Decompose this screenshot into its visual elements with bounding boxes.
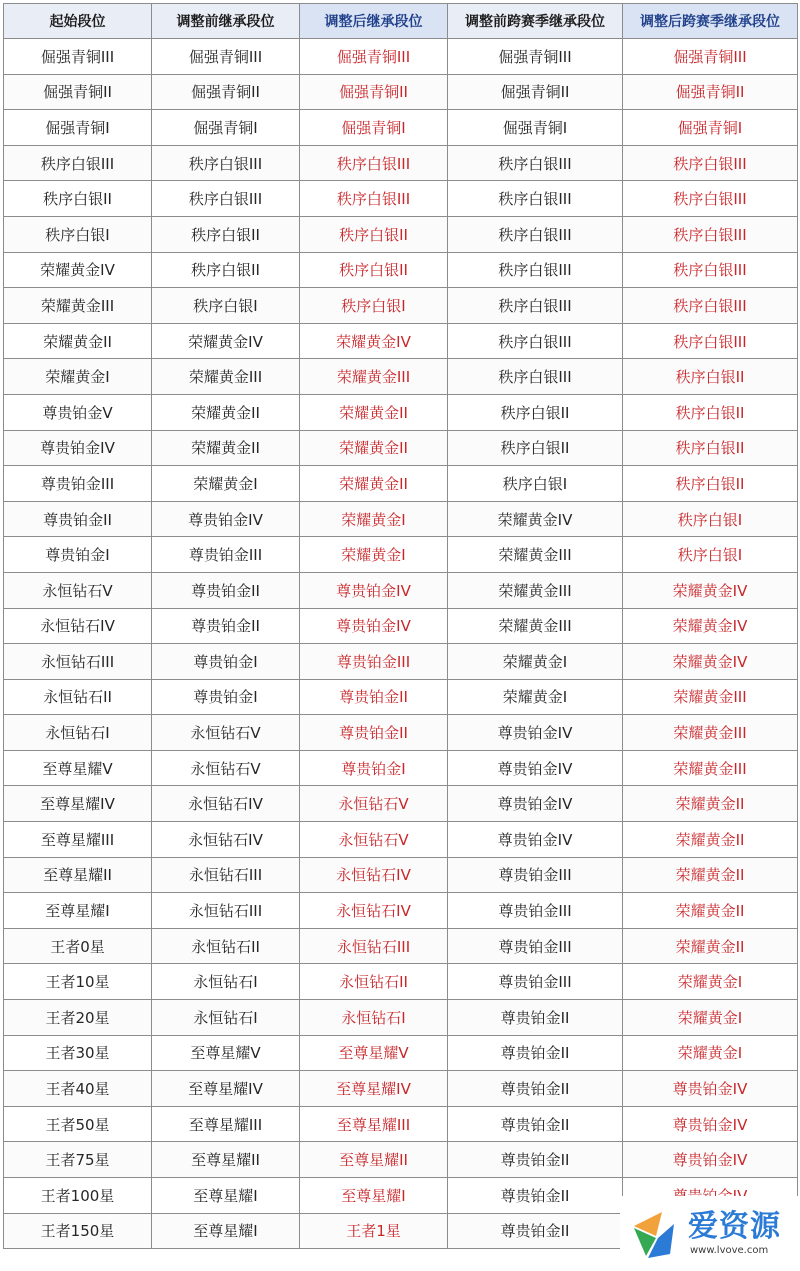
table-cell: 荣耀黄金III — [448, 608, 623, 644]
table-cell: 荣耀黄金II — [623, 893, 798, 929]
table-cell: 秩序白银II — [300, 252, 448, 288]
table-cell: 荣耀黄金III — [623, 679, 798, 715]
table-row — [4, 679, 798, 715]
table-cell: 倔强青铜I — [4, 110, 152, 146]
table-cell: 秩序白银III — [448, 145, 623, 181]
table-cell: 荣耀黄金IV — [623, 572, 798, 608]
table-cell: 荣耀黄金III — [300, 359, 448, 395]
table-cell: 永恒钻石IV — [300, 893, 448, 929]
table-cell: 倔强青铜II — [448, 74, 623, 110]
table-cell: 尊贵铂金II — [448, 1000, 623, 1036]
table-cell: 至尊星耀III — [300, 1106, 448, 1142]
table-row — [4, 572, 798, 608]
table-cell: 秩序白银II — [623, 359, 798, 395]
watermark-text — [688, 1210, 781, 1258]
table-row — [4, 786, 798, 822]
table-cell: 荣耀黄金IV — [300, 323, 448, 359]
table-cell: 秩序白银I — [4, 216, 152, 252]
table-cell: 至尊星耀II — [4, 857, 152, 893]
table-cell: 荣耀黄金IV — [448, 501, 623, 537]
table-cell: 永恒钻石III — [4, 644, 152, 680]
table-cell: 尊贵铂金II — [4, 501, 152, 537]
table-cell: 秩序白银III — [300, 181, 448, 217]
table-cell: 倔强青铜II — [623, 74, 798, 110]
table-cell: 秩序白银I — [300, 288, 448, 324]
table-cell: 至尊星耀V — [300, 1035, 448, 1071]
table-cell: 永恒钻石III — [152, 893, 300, 929]
table-cell: 至尊星耀IV — [152, 1071, 300, 1107]
table-cell: 倔强青铜I — [152, 110, 300, 146]
table-cell: 荣耀黄金II — [300, 430, 448, 466]
table-cell: 秩序白银II — [448, 430, 623, 466]
table-cell: 王者75星 — [4, 1142, 152, 1178]
table-cell: 至尊星耀I — [152, 1213, 300, 1249]
table-cell: 荣耀黄金II — [623, 857, 798, 893]
table-cell: 尊贵铂金II — [448, 1213, 623, 1249]
header-after-cross-season: 调整后跨赛季继承段位 — [623, 4, 798, 39]
table-cell: 倔强青铜I — [300, 110, 448, 146]
table-row — [4, 74, 798, 110]
table-cell: 尊贵铂金IV — [300, 608, 448, 644]
table-cell: 荣耀黄金II — [623, 786, 798, 822]
table-cell: 永恒钻石V — [300, 786, 448, 822]
table-cell: 永恒钻石I — [152, 1000, 300, 1036]
table-cell: 永恒钻石II — [4, 679, 152, 715]
table-cell: 荣耀黄金II — [4, 323, 152, 359]
table-cell: 倔强青铜III — [623, 39, 798, 75]
table-cell: 倔强青铜III — [4, 39, 152, 75]
table-row — [4, 537, 798, 573]
table-cell: 秩序白银III — [448, 252, 623, 288]
table-cell: 荣耀黄金I — [623, 1000, 798, 1036]
table-cell: 尊贵铂金IV — [300, 572, 448, 608]
table-cell: 荣耀黄金III — [623, 750, 798, 786]
table-cell: 尊贵铂金III — [300, 644, 448, 680]
table-cell: 荣耀黄金III — [448, 572, 623, 608]
table-cell: 荣耀黄金III — [623, 715, 798, 751]
table-cell: 至尊星耀V — [152, 1035, 300, 1071]
table-row — [4, 822, 798, 858]
table-cell: 荣耀黄金II — [152, 394, 300, 430]
table-cell: 尊贵铂金I — [300, 750, 448, 786]
table-cell: 尊贵铂金II — [448, 1178, 623, 1214]
table-cell: 尊贵铂金IV — [448, 715, 623, 751]
watermark-name: 爱资源 — [688, 1208, 781, 1244]
table-cell: 秩序白银III — [448, 359, 623, 395]
table-cell: 尊贵铂金III — [448, 893, 623, 929]
table-cell: 尊贵铂金III — [448, 857, 623, 893]
table-cell: 至尊星耀II — [152, 1142, 300, 1178]
table-cell: 秩序白银III — [300, 145, 448, 181]
table-row — [4, 466, 798, 502]
table-row — [4, 216, 798, 252]
table-cell: 秩序白银II — [300, 216, 448, 252]
table-cell: 尊贵铂金IV — [4, 430, 152, 466]
table-cell: 秩序白银III — [152, 145, 300, 181]
table-cell: 永恒钻石V — [300, 822, 448, 858]
table-cell: 荣耀黄金III — [448, 537, 623, 573]
table-cell: 秩序白银I — [152, 288, 300, 324]
table-cell: 秩序白银II — [152, 252, 300, 288]
table-cell: 秩序白银III — [623, 216, 798, 252]
table-row — [4, 323, 798, 359]
table-cell: 秩序白银III — [448, 288, 623, 324]
table-cell: 荣耀黄金I — [623, 964, 798, 1000]
header-before-inherit: 调整前继承段位 — [152, 4, 300, 39]
table-row — [4, 644, 798, 680]
table-cell: 荣耀黄金I — [300, 501, 448, 537]
table-cell: 至尊星耀I — [300, 1178, 448, 1214]
table-row — [4, 394, 798, 430]
table-cell: 荣耀黄金I — [4, 359, 152, 395]
table-row — [4, 750, 798, 786]
table-cell: 尊贵铂金IV — [623, 1142, 798, 1178]
table-cell: 秩序白银II — [448, 394, 623, 430]
table-cell: 秩序白银III — [152, 181, 300, 217]
table-cell: 至尊星耀III — [4, 822, 152, 858]
watermark-url: www.lvove.com — [690, 1244, 769, 1256]
table-header-row — [4, 4, 798, 39]
table-cell: 永恒钻石I — [4, 715, 152, 751]
table-row — [4, 252, 798, 288]
table-row — [4, 145, 798, 181]
table-cell: 至尊星耀I — [4, 893, 152, 929]
table-cell: 尊贵铂金II — [300, 715, 448, 751]
table-row — [4, 964, 798, 1000]
table-cell: 秩序白银III — [4, 145, 152, 181]
table-cell: 荣耀黄金IV — [623, 608, 798, 644]
table-cell: 倔强青铜I — [623, 110, 798, 146]
table-cell: 荣耀黄金I — [448, 644, 623, 680]
table-cell: 荣耀黄金II — [623, 928, 798, 964]
table-cell: 倔强青铜III — [448, 39, 623, 75]
table-row — [4, 110, 798, 146]
table-cell: 荣耀黄金I — [623, 1035, 798, 1071]
table-cell: 尊贵铂金IV — [623, 1106, 798, 1142]
table-cell: 秩序白银II — [623, 394, 798, 430]
table-cell: 王者150星 — [4, 1213, 152, 1249]
table-row — [4, 430, 798, 466]
table-body — [4, 39, 798, 1249]
table-cell: 荣耀黄金I — [152, 466, 300, 502]
table-cell: 倔强青铜I — [448, 110, 623, 146]
table-cell: 荣耀黄金IV — [152, 323, 300, 359]
table-cell: 尊贵铂金II — [448, 1071, 623, 1107]
table-cell: 王者40星 — [4, 1071, 152, 1107]
table-cell: 秩序白银III — [448, 323, 623, 359]
table-row — [4, 288, 798, 324]
table-cell: 王者20星 — [4, 1000, 152, 1036]
table-cell: 秩序白银III — [623, 323, 798, 359]
table-cell: 尊贵铂金V — [4, 394, 152, 430]
table-cell: 秩序白银I — [448, 466, 623, 502]
table-row — [4, 39, 798, 75]
header-before-cross-season: 调整前跨赛季继承段位 — [448, 4, 623, 39]
table-cell: 秩序白银II — [4, 181, 152, 217]
table-cell: 王者30星 — [4, 1035, 152, 1071]
table-cell: 尊贵铂金IV — [448, 786, 623, 822]
table-cell: 尊贵铂金III — [448, 964, 623, 1000]
table-cell: 荣耀黄金III — [152, 359, 300, 395]
table-cell: 尊贵铂金II — [152, 608, 300, 644]
table-cell: 秩序白银III — [448, 216, 623, 252]
table-cell: 荣耀黄金I — [300, 537, 448, 573]
table-cell: 尊贵铂金III — [4, 466, 152, 502]
table-cell: 倔强青铜II — [4, 74, 152, 110]
table-cell: 至尊星耀III — [152, 1106, 300, 1142]
table-cell: 尊贵铂金IV — [152, 501, 300, 537]
header-start-rank: 起始段位 — [4, 4, 152, 39]
table-cell: 至尊星耀IV — [4, 786, 152, 822]
table-cell: 永恒钻石III — [300, 928, 448, 964]
table-row — [4, 1000, 798, 1036]
table-row — [4, 181, 798, 217]
table-cell: 王者1星 — [300, 1213, 448, 1249]
table-cell: 永恒钻石I — [152, 964, 300, 1000]
table-cell: 王者50星 — [4, 1106, 152, 1142]
table-cell: 王者0星 — [4, 928, 152, 964]
table-row — [4, 715, 798, 751]
table-cell: 荣耀黄金III — [4, 288, 152, 324]
table-cell: 永恒钻石III — [152, 857, 300, 893]
table-cell: 永恒钻石IV — [4, 608, 152, 644]
table-cell: 秩序白银III — [623, 252, 798, 288]
table-cell: 尊贵铂金II — [448, 1142, 623, 1178]
table-cell: 尊贵铂金III — [448, 928, 623, 964]
table-cell: 尊贵铂金II — [152, 572, 300, 608]
table-row — [4, 928, 798, 964]
table-cell: 尊贵铂金IV — [448, 750, 623, 786]
table-cell: 至尊星耀IV — [300, 1071, 448, 1107]
table-cell: 秩序白银II — [623, 430, 798, 466]
table-cell: 尊贵铂金II — [448, 1035, 623, 1071]
site-watermark — [620, 1196, 800, 1271]
table-cell: 至尊星耀II — [300, 1142, 448, 1178]
table-cell: 秩序白银III — [623, 181, 798, 217]
table-cell: 倔强青铜III — [152, 39, 300, 75]
rank-inheritance-table — [3, 3, 798, 1249]
header-after-inherit: 调整后继承段位 — [300, 4, 448, 39]
table-row — [4, 893, 798, 929]
table-cell: 永恒钻石II — [300, 964, 448, 1000]
table-cell: 尊贵铂金IV — [623, 1071, 798, 1107]
table-row — [4, 1035, 798, 1071]
table-cell: 永恒钻石II — [152, 928, 300, 964]
table-cell: 荣耀黄金II — [300, 394, 448, 430]
table-cell: 永恒钻石V — [152, 715, 300, 751]
table-cell: 尊贵铂金II — [448, 1106, 623, 1142]
table-cell: 至尊星耀I — [152, 1178, 300, 1214]
table-cell: 王者100星 — [4, 1178, 152, 1214]
table-cell: 秩序白银III — [623, 288, 798, 324]
table-cell: 荣耀黄金II — [300, 466, 448, 502]
site-logo-icon — [626, 1206, 682, 1262]
table-cell: 永恒钻石I — [300, 1000, 448, 1036]
table-cell: 尊贵铂金II — [300, 679, 448, 715]
table-cell: 荣耀黄金I — [448, 679, 623, 715]
table-row — [4, 501, 798, 537]
table-cell: 永恒钻石V — [152, 750, 300, 786]
table-cell: 秩序白银II — [152, 216, 300, 252]
table-row — [4, 1106, 798, 1142]
table-cell: 永恒钻石IV — [152, 786, 300, 822]
table-cell: 永恒钻石IV — [300, 857, 448, 893]
table-cell: 秩序白银III — [448, 181, 623, 217]
table-cell: 倔强青铜III — [300, 39, 448, 75]
table-row — [4, 608, 798, 644]
table-cell: 永恒钻石V — [4, 572, 152, 608]
table-cell: 尊贵铂金III — [152, 537, 300, 573]
table-cell: 倔强青铜II — [152, 74, 300, 110]
table-cell: 至尊星耀V — [4, 750, 152, 786]
table-cell: 秩序白银III — [623, 145, 798, 181]
table-row — [4, 1071, 798, 1107]
table-row — [4, 857, 798, 893]
table-cell: 荣耀黄金II — [152, 430, 300, 466]
table-cell: 秩序白银I — [623, 537, 798, 573]
table-cell: 荣耀黄金IV — [4, 252, 152, 288]
table-cell: 王者10星 — [4, 964, 152, 1000]
table-row — [4, 359, 798, 395]
table-cell: 秩序白银I — [623, 501, 798, 537]
table-cell: 秩序白银II — [623, 466, 798, 502]
table-cell: 倔强青铜II — [300, 74, 448, 110]
table-cell: 永恒钻石IV — [152, 822, 300, 858]
table-cell: 尊贵铂金I — [152, 679, 300, 715]
table-cell: 尊贵铂金IV — [448, 822, 623, 858]
table-cell: 荣耀黄金II — [623, 822, 798, 858]
table-cell: 荣耀黄金IV — [623, 644, 798, 680]
table-row — [4, 1142, 798, 1178]
table-cell: 尊贵铂金I — [4, 537, 152, 573]
table-cell: 尊贵铂金I — [152, 644, 300, 680]
